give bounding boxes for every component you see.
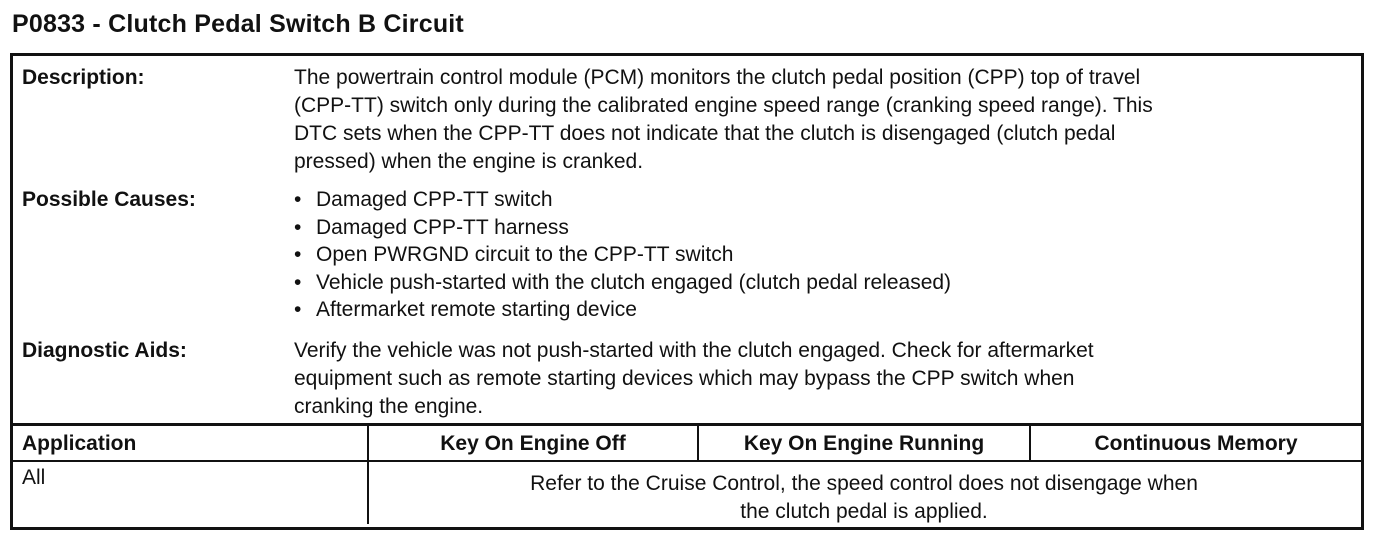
- list-item: [294, 269, 1344, 297]
- diagnostic-aids-line: equipment such as remote starting devices which may bypass the CPP switch when: [294, 367, 1075, 390]
- possible-causes-list: [294, 186, 1344, 324]
- cause-text: Open PWRGND circuit to the CPP-TT switch: [316, 243, 734, 266]
- description-line: DTC sets when the CPP-TT does not indicate that the clutch is disengaged (clutch pedal: [294, 122, 1116, 145]
- description-label: Description:: [22, 66, 145, 89]
- list-item: [294, 186, 1344, 214]
- diagnostic-aids-line: cranking the engine.: [294, 395, 484, 418]
- application-note-line: the clutch pedal is applied.: [740, 500, 988, 523]
- list-item: [294, 214, 1344, 242]
- bullet-icon: •: [294, 270, 302, 294]
- list-item: [294, 241, 1344, 269]
- bullet-icon: •: [294, 243, 302, 266]
- possible-causes-label: Possible Causes:: [22, 188, 196, 211]
- list-item: [294, 296, 1344, 324]
- page-title: P0833 - Clutch Pedal Switch B Circuit: [12, 10, 464, 38]
- column-header-koeo: Key On Engine Off: [440, 432, 626, 455]
- cause-text: Damaged CPP-TT switch: [316, 188, 553, 211]
- bullet-icon: •: [294, 188, 302, 211]
- description-line: The powertrain control module (PCM) monitors the clutch pedal position (CPP) top of travel: [294, 66, 1141, 89]
- diagnostic-aids-label: Diagnostic Aids:: [22, 339, 187, 362]
- description-line: pressed) when the engine is cranked.: [294, 150, 644, 173]
- description-text: [294, 64, 1344, 176]
- application-note-line: Refer to the Cruise Control, the speed control does not disengage when: [530, 472, 1198, 495]
- possible-causes-list-container: [294, 186, 1344, 324]
- column-header-continuous-memory: Continuous Memory: [1094, 432, 1298, 455]
- cause-text: Damaged CPP-TT harness: [316, 215, 569, 239]
- bullet-icon: •: [294, 215, 302, 239]
- application-note: [369, 470, 1359, 526]
- description-line: (CPP-TT) switch only during the calibrated engine speed range (cranking speed range). This: [294, 94, 1153, 117]
- application-value: All: [22, 466, 46, 489]
- diagnostic-aids-line: Verify the vehicle was not push-started with the clutch engaged. Check for aftermarket: [294, 339, 1094, 362]
- column-header-koer: Key On Engine Running: [743, 432, 985, 455]
- column-header-application: Application: [22, 432, 137, 455]
- diagnostic-aids-text: [294, 337, 1344, 421]
- bullet-icon: •: [294, 298, 302, 321]
- dtc-info-table: [10, 53, 1364, 530]
- cause-text: Aftermarket remote starting device: [316, 298, 637, 321]
- cause-text: Vehicle push-started with the clutch engaged (clutch pedal released): [316, 270, 952, 294]
